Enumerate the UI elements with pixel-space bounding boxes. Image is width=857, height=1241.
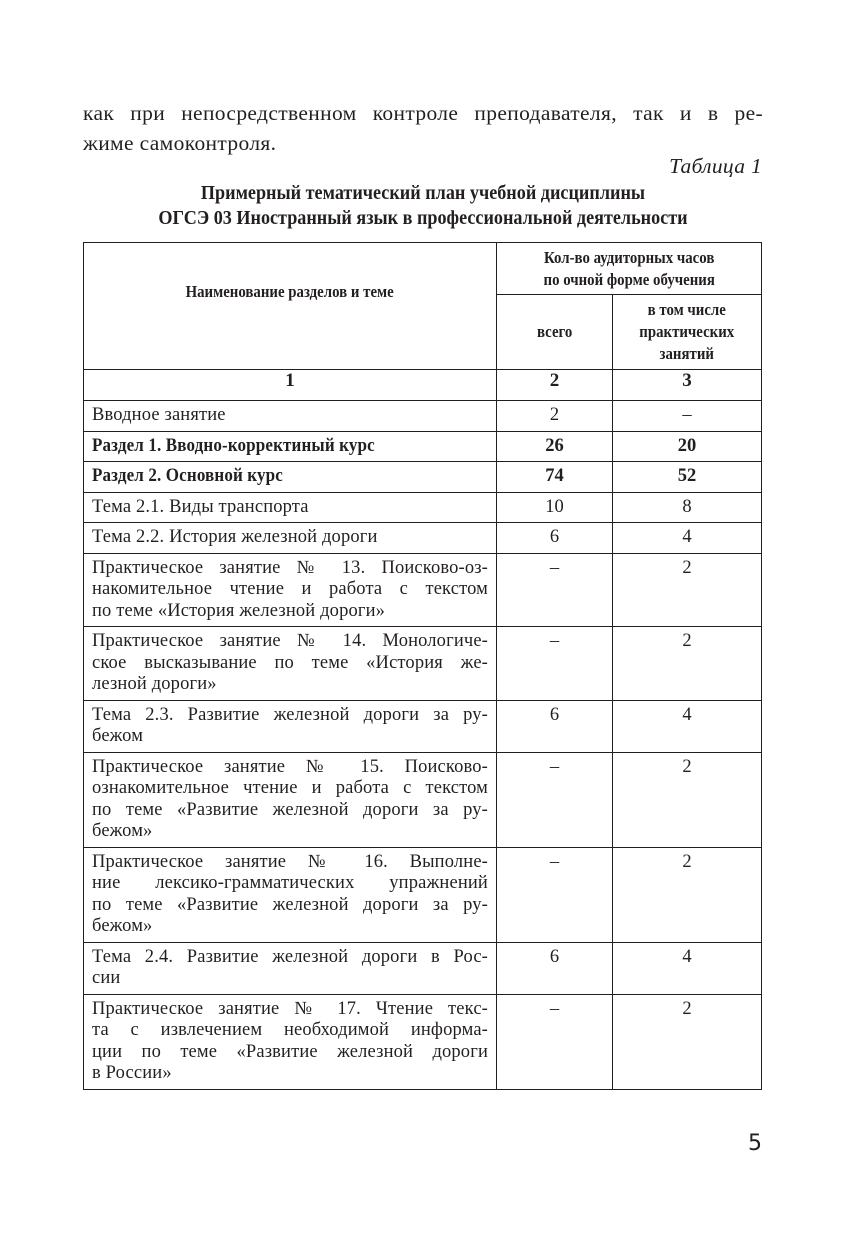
- row-name-line: Тема 2.2. История железной дороги: [92, 527, 378, 547]
- table-title-line-1: Примерный тематический план учебной дисциплины: [200, 183, 646, 204]
- row-name-line: Практическое занятие № 15. Поисково-: [92, 756, 488, 777]
- row-name-line: бежом: [92, 726, 144, 746]
- table-row: [84, 627, 762, 701]
- header-total: всего: [497, 295, 613, 370]
- intro-line-1: как при непосредственном контроле преподавателя, так и в ре-: [83, 101, 763, 125]
- intro-paragraph: [83, 98, 763, 158]
- table-title: [95, 181, 752, 231]
- row-practical-hours: 2: [613, 553, 762, 627]
- table-row: [84, 523, 762, 554]
- row-name: [84, 942, 497, 994]
- row-total-hours: –: [497, 627, 613, 701]
- row-name-line: бежом»: [92, 821, 153, 841]
- row-name: [84, 752, 497, 847]
- row-total-hours: –: [497, 994, 613, 1089]
- row-practical-hours: 2: [613, 627, 762, 701]
- table-row: [84, 553, 762, 627]
- row-name-line: Практическое занятие № 14. Монологиче-: [92, 631, 488, 651]
- row-name-line: Раздел 2. Основной курс: [92, 466, 283, 486]
- row-name-line: накомительное чтение и работа с текстом: [92, 579, 488, 599]
- table-row: [84, 847, 762, 942]
- row-total-hours: 26: [497, 431, 613, 462]
- row-practical-hours: 2: [613, 847, 762, 942]
- row-name-line: Тема 2.4. Развитие железной дороги в Рос-: [92, 946, 488, 967]
- row-name-line: Практическое занятие № 17. Чтение текс-: [92, 998, 488, 1019]
- row-name-line: по теме «История железной дороги»: [92, 600, 386, 621]
- row-total-hours: 10: [497, 492, 613, 523]
- row-name-line: ское высказывание по теме «История же-: [92, 652, 488, 673]
- row-name: [84, 700, 497, 752]
- row-name: [84, 492, 497, 523]
- row-practical-hours: 4: [613, 942, 762, 994]
- row-name-line: ции по теме «Развитие железной дороги: [92, 1041, 488, 1062]
- header-hours-group: Кол-во аудиторных часов по очной форме обучения: [497, 243, 762, 295]
- table-row: [84, 431, 762, 462]
- row-practical-hours: –: [613, 401, 762, 432]
- row-practical-hours: 52: [613, 462, 762, 493]
- row-name-line: ние лексико-грамматических упражнений: [92, 873, 488, 893]
- table-row: [84, 700, 762, 752]
- row-name-line: Практическое занятие № 16. Выполне-: [92, 851, 488, 872]
- row-total-hours: 6: [497, 942, 613, 994]
- table-row: [84, 492, 762, 523]
- row-name-line: Практическое занятие № 13. Поисково-оз-: [92, 557, 488, 578]
- row-name: [84, 847, 497, 942]
- row-name: [84, 994, 497, 1089]
- header-practical: в том числе практических занятий: [613, 295, 762, 370]
- intro-line-2: жиме самоконтроля.: [83, 131, 277, 155]
- row-total-hours: 2: [497, 401, 613, 432]
- row-name: [84, 462, 497, 493]
- row-name-line: та с извлечением необходимой информа-: [92, 1020, 488, 1040]
- row-name: [84, 401, 497, 432]
- row-name-line: сии: [92, 968, 121, 988]
- page-number: 5: [748, 1131, 762, 1156]
- header-name-column: Наименование разделов и теме: [84, 243, 497, 370]
- row-practical-hours: 4: [613, 700, 762, 752]
- row-name-line: Тема 2.3. Развитие железной дороги за ру-: [92, 704, 488, 725]
- row-name-line: Раздел 1. Вводно-корректиный курс: [92, 435, 375, 456]
- row-name: [84, 553, 497, 627]
- row-name-line: Тема 2.1. Виды транспорта: [92, 496, 309, 517]
- table-caption: Таблица 1: [669, 154, 762, 178]
- table-row: [84, 752, 762, 847]
- row-practical-hours: 2: [613, 994, 762, 1089]
- column-number-1: 1: [84, 370, 497, 401]
- row-name-line: по теме «Развитие железной дороги за ру-: [92, 799, 488, 820]
- row-name-line: в России»: [92, 1063, 172, 1083]
- row-total-hours: –: [497, 752, 613, 847]
- column-number-3: 3: [613, 370, 762, 401]
- table-row: [84, 462, 762, 493]
- row-total-hours: –: [497, 847, 613, 942]
- row-total-hours: 6: [497, 700, 613, 752]
- row-name: [84, 523, 497, 554]
- table-row: [84, 942, 762, 994]
- row-name: [84, 627, 497, 701]
- thematic-plan-table: [83, 242, 762, 1090]
- row-name: [84, 431, 497, 462]
- row-practical-hours: 2: [613, 752, 762, 847]
- row-total-hours: 6: [497, 523, 613, 554]
- table-row: [84, 401, 762, 432]
- row-total-hours: 74: [497, 462, 613, 493]
- row-name-line: ознакомительное чтение и работа с текстом: [92, 778, 488, 798]
- row-name-line: по теме «Развитие железной дороги за ру-: [92, 894, 488, 915]
- row-name-line: лезной дороги»: [92, 674, 217, 694]
- row-total-hours: –: [497, 553, 613, 627]
- column-number-2: 2: [497, 370, 613, 401]
- row-practical-hours: 8: [613, 492, 762, 523]
- table-title-line-2: ОГСЭ 03 Иностранный язык в профессиональной деятельности: [158, 208, 688, 229]
- row-practical-hours: 4: [613, 523, 762, 554]
- row-practical-hours: 20: [613, 431, 762, 462]
- table-row: [84, 994, 762, 1089]
- row-name-line: бежом»: [92, 916, 153, 936]
- row-name-line: Вводное занятие: [92, 405, 226, 425]
- column-numbers-row: [84, 370, 762, 401]
